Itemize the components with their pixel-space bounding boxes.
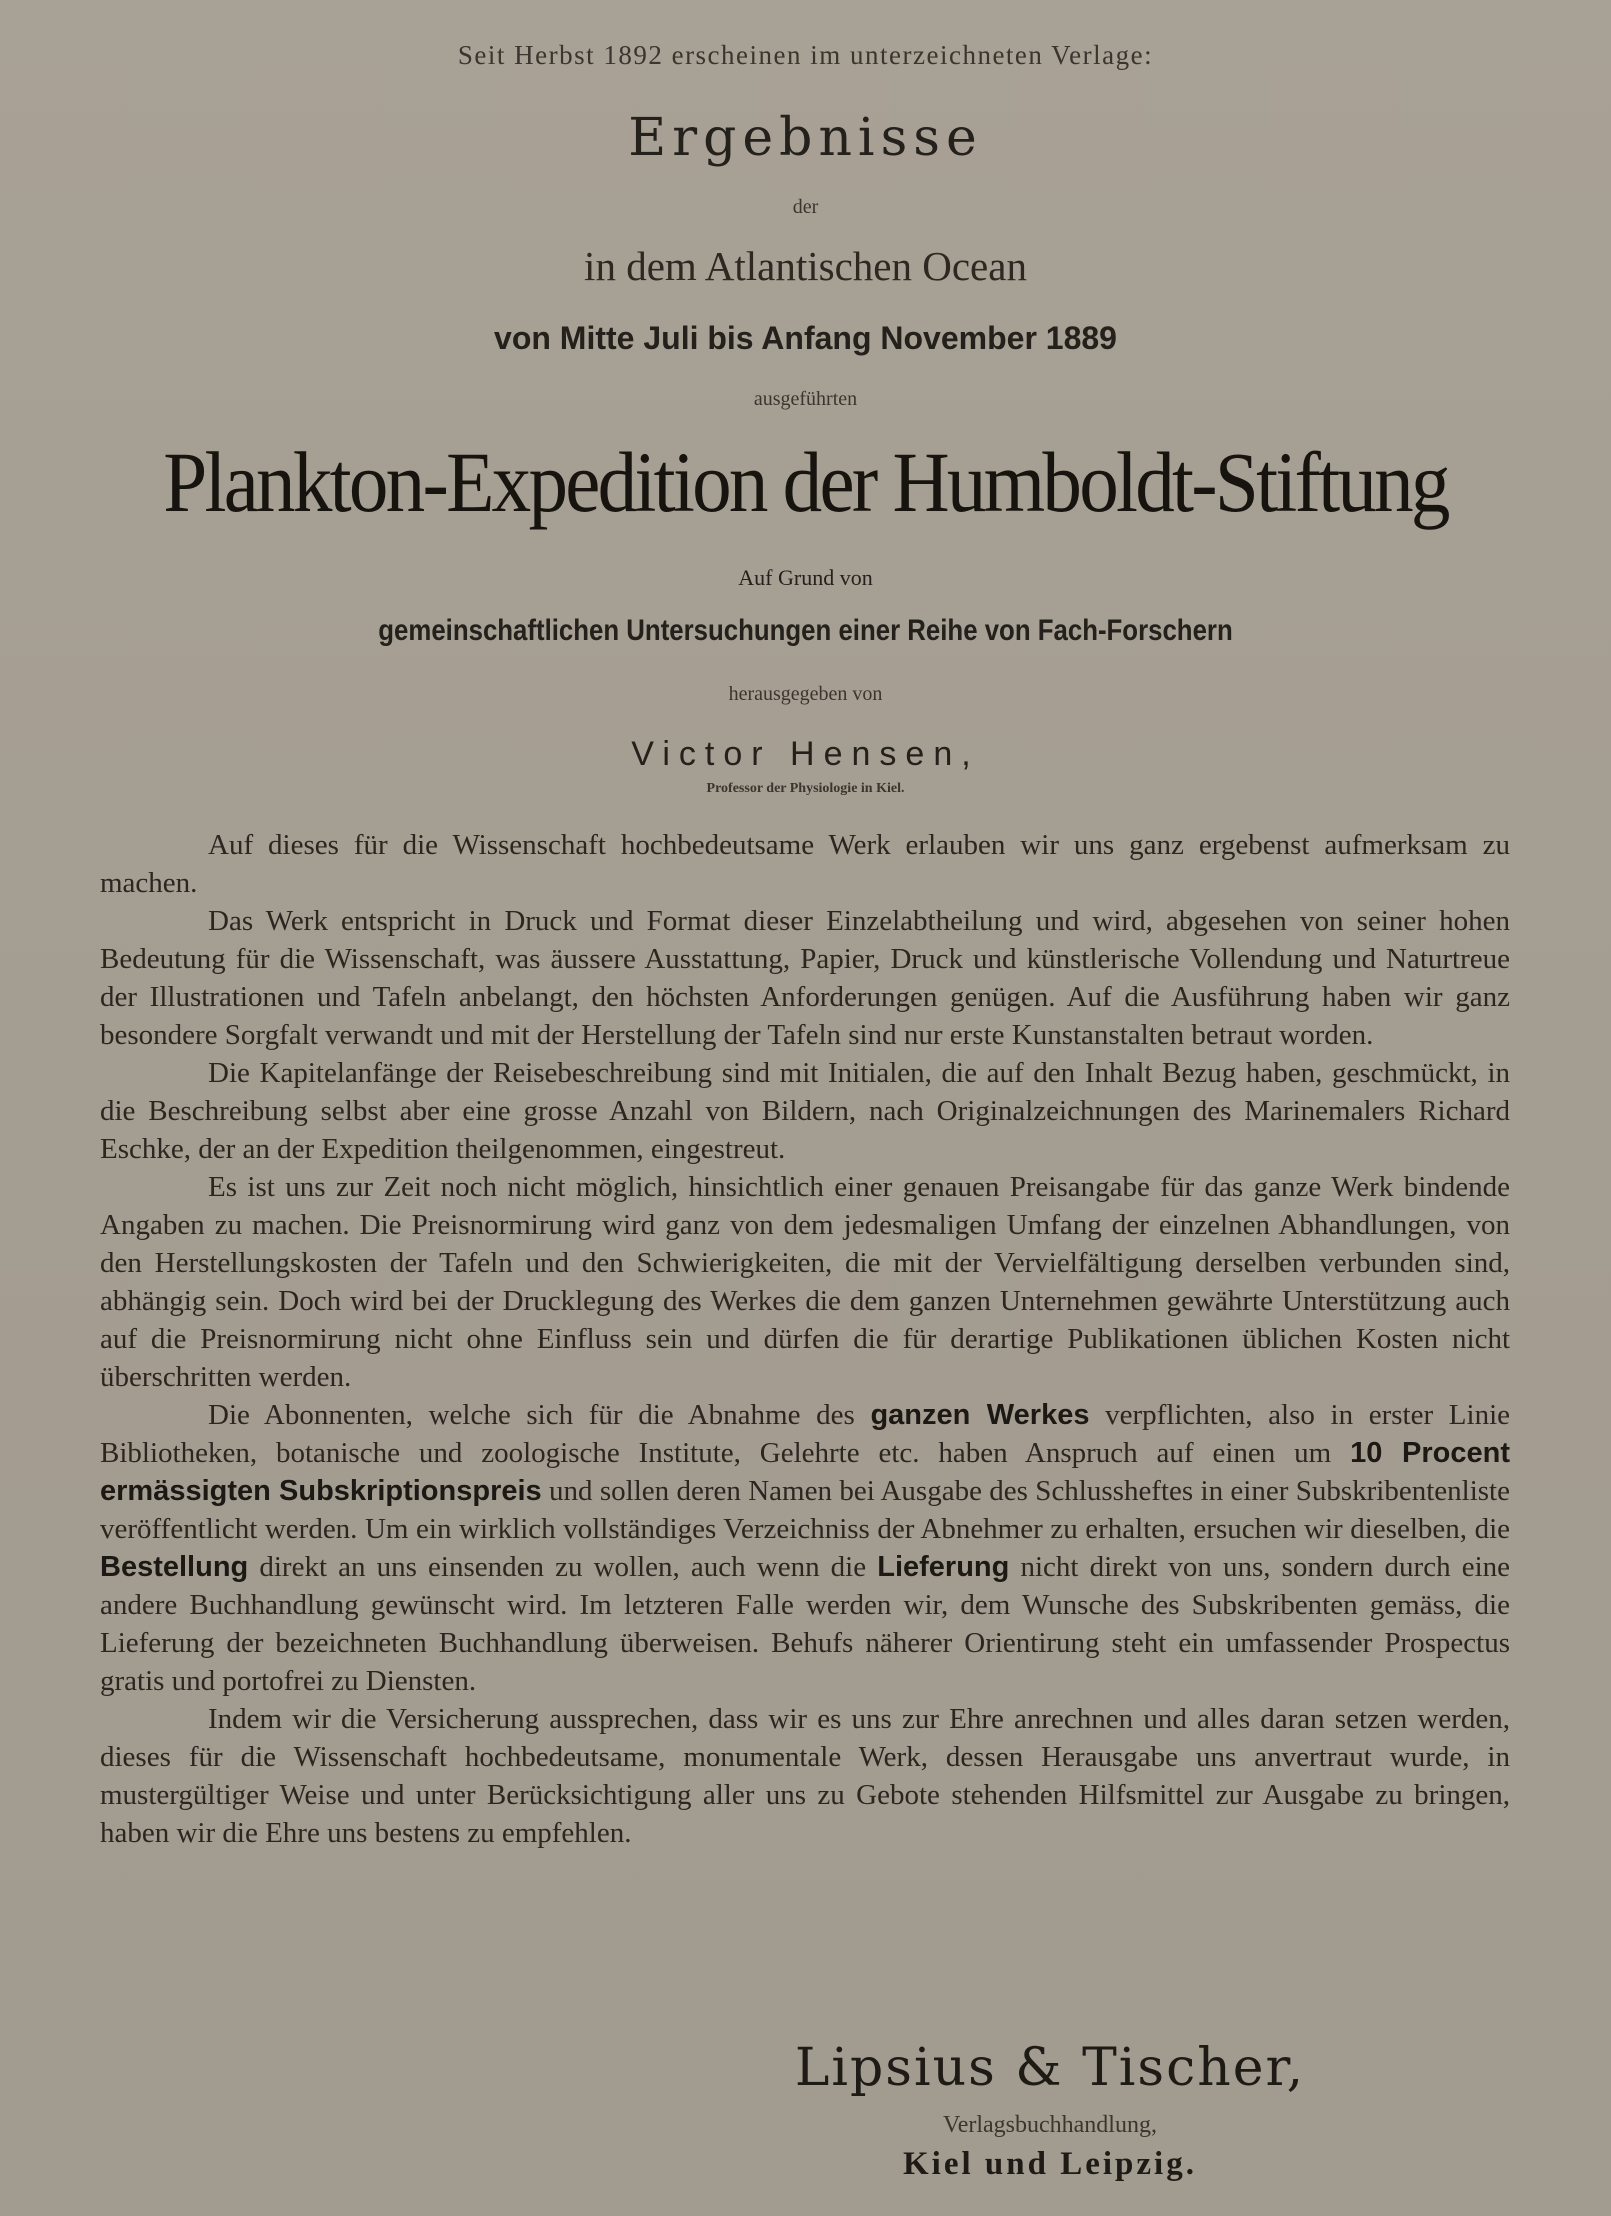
- paragraph-5-text-i: nicht direkt von uns, sondern durch eine andere Buchhandlung gewünscht wird. Im letzteren Falle werden wir, dem Wunsche des Subskribenten gemäss, die Lieferung der bezeichneten Buchhandlung überweisen. Behufs näherer Orientirung steht ein umfassender Prospectus gratis und portofrei zu Diensten.: [100, 1551, 1510, 1697]
- paragraph-5: [100, 1396, 1510, 1700]
- untersuchungen-line: gemeinschaftlichen Untersuchungen einer Reihe von Fach-Forschern: [378, 614, 1233, 647]
- paragraph-5-text-a: Die Abonnenten, welche sich für die Abnahme des: [208, 1399, 871, 1431]
- paragraph-1: Auf dieses für die Wissenschaft hochbedeutsame Werk erlauben wir uns ganz ergebenst aufmerksam zu machen.: [100, 829, 1510, 899]
- title-der: der: [792, 196, 819, 218]
- paragraph-4: Es ist uns zur Zeit noch nicht möglich, hinsichtlich einer genauen Preisangabe für das ganze Werk bindende Angaben zu machen. Die Preisnormirung wird ganz von dem jedesmaligen Umfang der einzelnen Abhandlungen, von den Herstellungskosten der Tafeln und den Schwierigkeiten, die mit der Vervielfältigung derselben verbunden sind, abhängig sein. Doch wird bei der Drucklegung des Werkes die dem ganzen Unternehmen gewährte Unterstützung auch auf die Preisnormirung nicht ohne Einfluss sein und dürfen die für derartige Publikationen üblichen Kosten nicht überschritten werden.: [100, 1171, 1510, 1393]
- emphasis-subskriptionspreis: 10 Procent ermässigten Subskriptionspreis: [100, 1437, 1510, 1507]
- paragraph-5-text-e: und sollen deren Namen bei Ausgabe des Schlussheftes in einer Subskribentenliste veröffentlicht werden. Um ein wirklich vollständiges Verzeichniss der Abnehmer zu erhalten, ersuchen wir dieselben, die: [100, 1475, 1510, 1545]
- body-text: [100, 826, 1510, 1852]
- publisher-name: Lipsius & Tischer,: [794, 2038, 1306, 2098]
- paragraph-5-text-c: verpflichten, also in erster Linie Bibliotheken, botanische und zoologische Institute, Gelehrte etc. haben Anspruch auf einen um: [100, 1399, 1511, 1469]
- dates-line: von Mitte Juli bis Anfang November 1889: [494, 320, 1117, 356]
- publisher-type: Verlagsbuchhandlung,: [943, 2112, 1157, 2138]
- emphasis-bestellung: Bestellung: [100, 1551, 249, 1583]
- author-name: Victor Hensen,: [631, 735, 980, 773]
- expedition-title: Plankton-Expedition der Humboldt-Stiftung: [163, 434, 1448, 530]
- page-title: Ergebnisse: [628, 108, 983, 168]
- ausgefuehrten-line: ausgeführten: [753, 388, 858, 410]
- herausgegeben-line: herausgegeben von: [728, 683, 883, 705]
- paragraph-5-text-g: direkt an uns einsenden zu wollen, auch wenn die: [248, 1551, 878, 1583]
- auf-grund-line: Auf Grund von: [738, 565, 873, 590]
- author-title: Professor der Physiologie in Kiel.: [706, 781, 905, 796]
- paragraph-3: Die Kapitelanfänge der Reisebeschreibung sind mit Initialen, die auf den Inhalt Bezug haben, geschmückt, in die Beschreibung selbst aber eine grosse Anzahl von Bildern, nach Originalzeichnungen des Marinemalers Richard Eschke, der an der Expedition theilgenommen, eingestreut.: [100, 1057, 1510, 1165]
- emphasis-ganzen-werkes: ganzen Werkes: [870, 1399, 1090, 1431]
- ocean-line: in dem Atlantischen Ocean: [584, 243, 1027, 289]
- paragraph-2: Das Werk entspricht in Druck und Format dieser Einzelabtheilung und wird, abgesehen von seiner hohen Bedeutung für die Wissenschaft, was äussere Ausstattung, Papier, Druck und künstlerische Vollendung und Naturtreue der Illustrationen und Tafeln anbelangt, den höchsten Anforderungen genügen. Auf die Ausführung haben wir ganz besondere Sorgfalt verwandt und mit der Herstellung der Tafeln sind nur erste Kunstanstalten betraut worden.: [100, 905, 1510, 1051]
- publisher-city: Kiel und Leipzig.: [903, 2146, 1197, 2182]
- paragraph-6: Indem wir die Versicherung aussprechen, dass wir es uns zur Ehre anrechnen und alles daran setzen werden, dieses für die Wissenschaft hochbedeutsame, monumentale Werk, dessen Herausgabe uns anvertraut wurde, in mustergültiger Weise und unter Berücksichtigung aller uns zu Gebote stehenden Hilfsmittel zur Ausgabe zu bringen, haben wir die Ehre uns bestens zu empfehlen.: [100, 1703, 1510, 1849]
- emphasis-lieferung: Lieferung: [877, 1551, 1010, 1583]
- intro-line: Seit Herbst 1892 erscheinen im unterzeichneten Verlage:: [457, 40, 1154, 70]
